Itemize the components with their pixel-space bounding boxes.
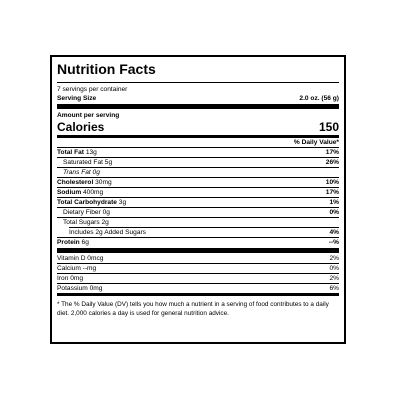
nutrient-row: Trans Fat 0g bbox=[63, 169, 100, 176]
thick-divider bbox=[57, 248, 339, 253]
nutrition-facts-panel bbox=[50, 55, 346, 344]
thick-divider bbox=[57, 104, 339, 109]
nutrient-row: Saturated Fat 5g 26% bbox=[63, 159, 339, 166]
daily-value-footnote: * The % Daily Value (DV) tells you how much a nutrient in a serving of food contributes to a daily diet. 2,000 calories a day is used for general nutrition advice. bbox=[57, 301, 329, 317]
vitamin-row: Calcium --mg 0% bbox=[57, 265, 339, 272]
nutrient-row: Includes 2g Added Sugars 4% bbox=[69, 229, 339, 236]
nutrient-row: Total Fat 13g 17% bbox=[57, 149, 339, 156]
nutrient-row: Total Carbohydrate 3g 1% bbox=[57, 199, 339, 206]
servings-per-container: 7 servings per container bbox=[57, 86, 128, 93]
serving-size-label: Serving Size bbox=[57, 95, 97, 102]
daily-value-header-row bbox=[57, 138, 339, 147]
serving-size-row bbox=[57, 94, 339, 103]
medium-divider bbox=[57, 293, 339, 296]
nutrient-row: Sodium 400mg 17% bbox=[57, 189, 339, 196]
label-title: Nutrition Facts bbox=[57, 61, 156, 77]
calories-value: 150 bbox=[318, 120, 339, 134]
daily-value-header: % Daily Value* bbox=[293, 139, 339, 146]
nutrient-row: Cholesterol 30mg 10% bbox=[57, 179, 339, 186]
vitamin-row: Iron 0mg 2% bbox=[57, 275, 339, 282]
calories-row bbox=[57, 120, 339, 135]
serving-size-value: 2.0 oz. (56 g) bbox=[299, 95, 339, 102]
vitamin-row: Potassium 0mg 6% bbox=[57, 285, 339, 292]
nutrient-row: Total Sugars 2g bbox=[63, 219, 109, 226]
calories-label: Calories bbox=[57, 120, 105, 134]
vitamin-row: Vitamin D 0mcg 2% bbox=[57, 255, 339, 262]
nutrient-row: Protein 6g --% bbox=[57, 239, 339, 246]
amount-per-serving: Amount per serving bbox=[57, 112, 120, 119]
nutrient-row: Dietary Fiber 0g 0% bbox=[63, 209, 339, 216]
